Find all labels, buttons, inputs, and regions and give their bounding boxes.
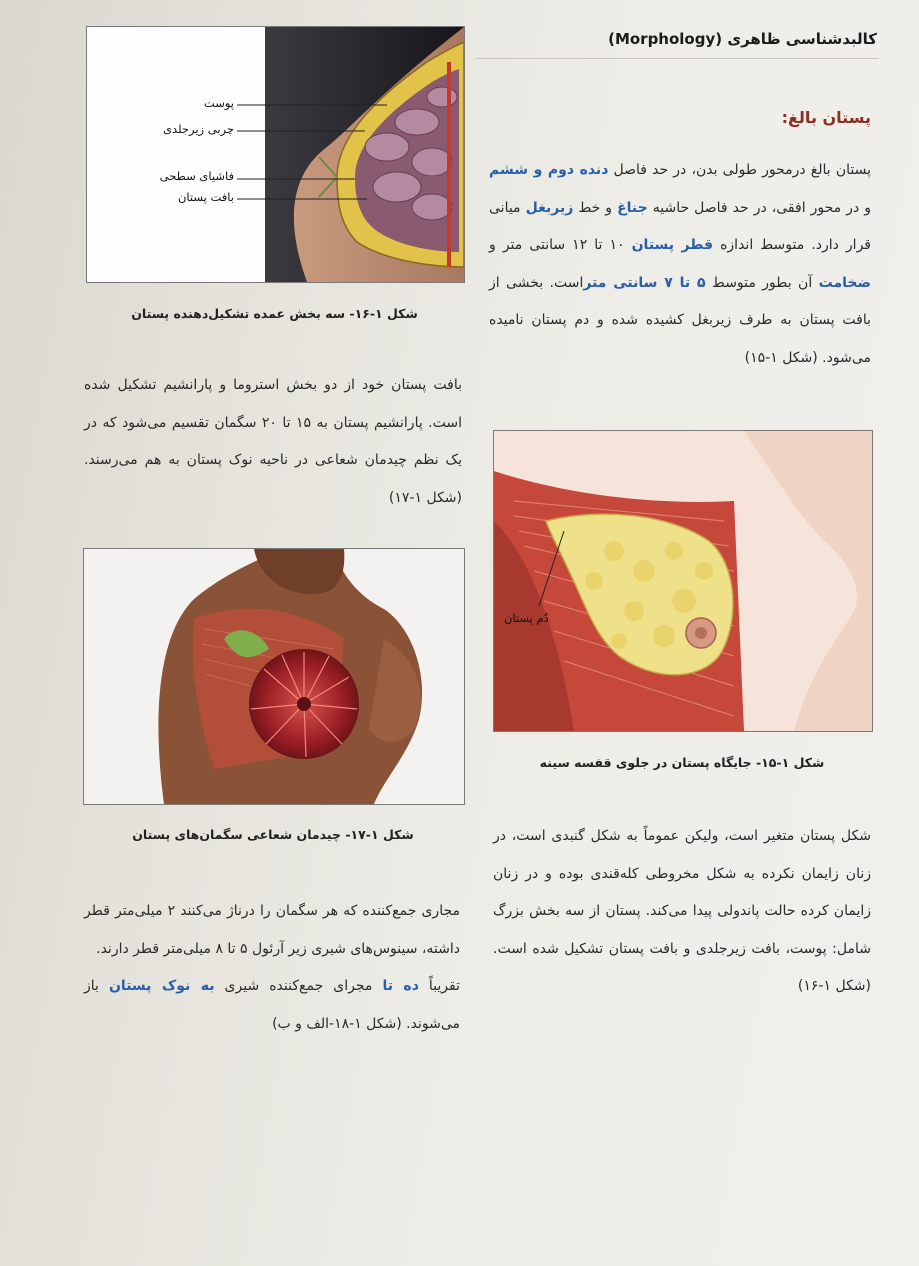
label-superficial-fascia: فاشیای سطحی — [159, 169, 234, 183]
text-run: مجرای جمع‌کننده شیری — [214, 978, 383, 994]
figure-breast-segments — [83, 548, 465, 805]
text-run: است. بخشی از بافت پستان به طرف زیربغل کشیده شده و دم پستان نامیده می‌شود. (شکل ۱-۱۵) — [489, 274, 871, 366]
header-divider — [475, 58, 879, 59]
text-run: باز می‌شوند. (شکل ۱-۱۸-الف و ب) — [84, 978, 460, 1032]
paragraph-breast-shape: شکل پستان متغیر است، ولیکن عموماً به شکل گنبدی است، در زنان زایمان نکرده به شکل مخروطی کله‌قندی بوده و در زنان زایمان کرده حالت پاندولی پیدا می‌کند. پستان از سه بخش بزرگ شامل: پوست، بافت زیرجلدی و بافت پستان تشکیل شده است. (شکل ۱-۱۶) — [493, 828, 871, 994]
page-header-title: کالبدشناسی ظاهری (Morphology) — [608, 30, 877, 48]
label-breast-tissue: بافت پستان — [177, 190, 234, 204]
highlight-thickness-value: ۵ تا ۷ سانتی متر — [583, 274, 706, 291]
text-ducts-diameter: مجاری جمع‌کننده که هر سگمان را درناژ می‌کنند ۲ میلی‌متر قطر داشته، سینوس‌های شیری زیر آرئول ۵ تا ۸ میلی‌متر قطر دارند. — [84, 903, 460, 957]
highlight-axilla: زیربغل — [525, 199, 574, 216]
paragraph-parenchyma: بافت پستان خود از دو بخش استروما و پارانشیم تشکیل شده است. پارانشیم پستان به ۱۵ تا ۲۰ سگمان تقسیم می‌شود که در یک نظم چیدمان شعاعی در ناحیه نوک پستان به هم می‌رسند. (شکل ۱-۱۷) — [84, 377, 463, 506]
text-run: پستان بالغ درمحور طولی بدن، در حد فاصل — [608, 162, 871, 178]
text-run: میانی قرار دارد. متوسط اندازه — [489, 199, 871, 253]
highlight-sternum: جناغ — [617, 199, 648, 216]
breast-cross-section-illustration — [87, 27, 464, 282]
label-subcutaneous-fat: چربی زیرجلدی — [163, 122, 234, 136]
caption-fig15: شکل ۱-۱۵- جایگاه پستان در جلوی قفسه سینه — [539, 755, 825, 770]
label-axillary-tail: دُم پستان — [504, 611, 549, 625]
figure-breast-position — [493, 430, 873, 732]
caption-fig16: شکل ۱-۱۶- سه بخش عمده تشکیل‌دهنده پستان — [131, 306, 418, 321]
section-title: پستان بالغ: — [781, 108, 871, 127]
text-run: آن بطور متوسط — [705, 274, 819, 291]
text-run: و در محور افقی، در حد فاصل حاشیه — [647, 199, 871, 216]
caption-fig17: شکل ۱-۱۷- چیدمان شعاعی سگمان‌های پستان — [132, 827, 414, 842]
breast-position-illustration — [494, 431, 872, 731]
label-skin: پوست — [203, 96, 234, 110]
text-run: و خط — [573, 199, 618, 216]
highlight-ribs: دنده دوم و ششم — [489, 162, 609, 178]
text-run: ۱۰ تا ۱۲ سانتی متر و — [489, 237, 632, 253]
highlight-thickness: ضخامت — [818, 274, 871, 291]
breast-segments-illustration — [84, 549, 464, 804]
figure-breast-layers — [86, 26, 465, 283]
highlight-diameter: قطر پستان — [631, 237, 714, 253]
highlight-ten: ده تا — [382, 978, 419, 994]
highlight-nipple: به نوک پستان — [108, 978, 215, 994]
paragraph-adult-breast — [489, 152, 871, 377]
text-run: تقریباً — [418, 978, 461, 994]
paragraph-ducts — [84, 893, 460, 1043]
